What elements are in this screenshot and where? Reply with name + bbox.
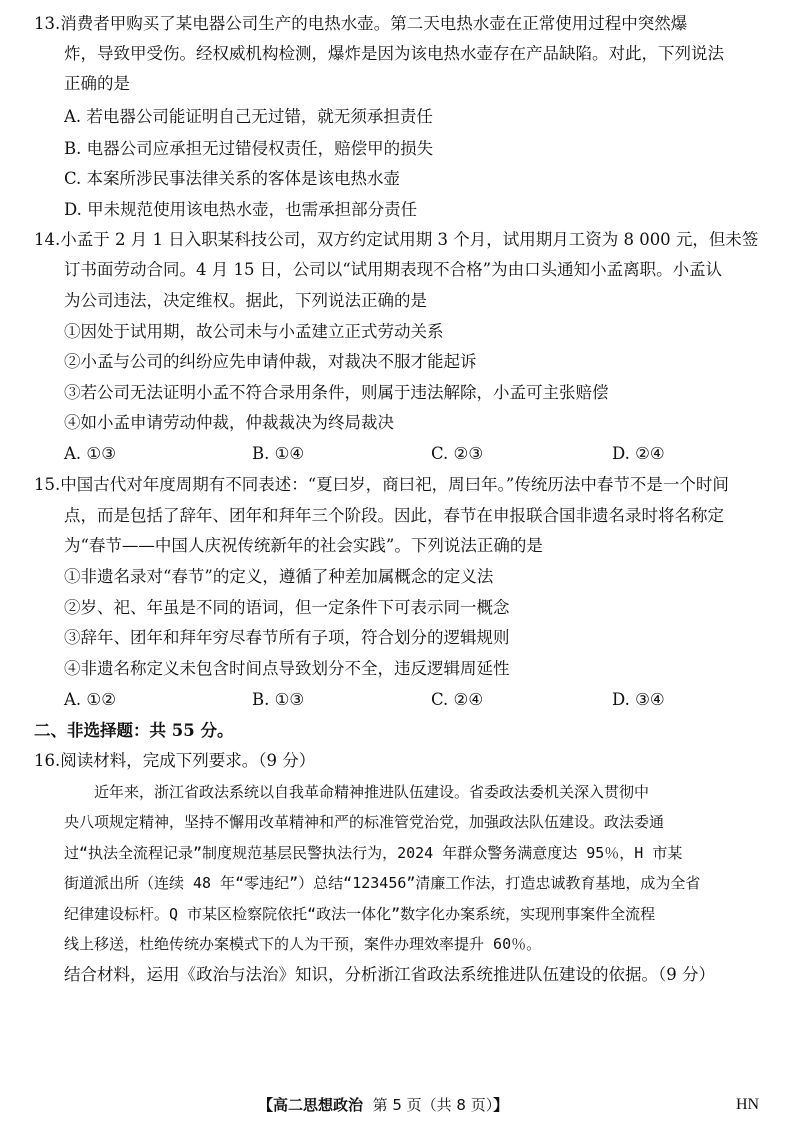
q15-stem-line-2: 点，而是包括了辞年、团年和拜年三个阶段。因此，春节在申报联合国非遗名录时将名称定 bbox=[64, 506, 724, 525]
q13-option-b: B. 电器公司应承担无过错侵权责任，赔偿甲的损失 bbox=[64, 139, 434, 158]
footer-code: HN bbox=[736, 1096, 760, 1113]
footer-page-number: 第 5 页（共 8 页） bbox=[372, 1096, 494, 1114]
q13-stem-line-1: 13.消费者甲购买了某电器公司生产的电热水壶。第二天电热水壶在正常使用过程中突然爆 bbox=[34, 14, 688, 33]
q16-material-line-4: 街道派出所（连续 48 年“零违纪”）总结“123456”清廉工作法，打造忠诚教育基地，成为全省 bbox=[64, 874, 701, 892]
q16-material-line-6: 线上移送，杜绝传统办案模式下的人为干预，案件办理效率提升 60％。 bbox=[64, 935, 542, 953]
q14-choice-d: D. ②④ bbox=[612, 444, 665, 463]
q13-option-a: A. 若电器公司能证明自己无过错，就无须承担责任 bbox=[64, 107, 433, 126]
q14-choices bbox=[64, 439, 770, 469]
q16-material-line-5: 纪律建设标杆。Q 市某区检察院依托“政法一体化”数字化办案系统，实现刑事案件全流程 bbox=[64, 905, 656, 923]
page-footer bbox=[0, 1090, 800, 1120]
q15-choice-a: A. ①② bbox=[64, 690, 116, 709]
q14-statement-1: ①因处于试用期，故公司未与小孟建立正式劳动关系 bbox=[64, 322, 444, 341]
q15-statement-1: ①非遗名录对“春节”的定义，遵循了种差加属概念的定义法 bbox=[64, 567, 494, 586]
q14-statement-4: ④如小孟申请劳动仲裁，仲裁裁决为终局裁决 bbox=[64, 413, 394, 432]
q15-stem-line-1: 15.中国古代对年度周期有不同表述：“夏曰岁，商曰祀，周曰年。”传统历法中春节不是一个时间 bbox=[34, 475, 729, 494]
footer-page-info bbox=[258, 1090, 508, 1120]
q16-task: 结合材料，运用《政治与法治》知识，分析浙江省政法系统推进队伍建设的依据。（9 分） bbox=[64, 965, 715, 984]
q14-choice-a: A. ①③ bbox=[64, 444, 116, 463]
q14-statement-2: ②小孟与公司的纠纷应先申请仲裁，对裁决不服才能起诉 bbox=[64, 352, 477, 371]
q13-option-c: C. 本案所涉民事法律关系的客体是该电热水壶 bbox=[64, 169, 401, 188]
q15-choices bbox=[64, 685, 770, 715]
footer-right-bracket: 】 bbox=[493, 1096, 509, 1114]
q14-stem-line-2: 订书面劳动合同。4 月 15 日，公司以“试用期表现不合格”为由口头通知小孟离职。小孟认 bbox=[64, 260, 723, 279]
q16-material-line-2: 央八项规定精神，坚持不懈用改革精神和严的标准管党治党，加强政法队伍建设。政法委通 bbox=[64, 813, 665, 831]
q14-choice-c: C. ②③ bbox=[431, 444, 484, 463]
q14-stem-line-1: 14.小孟于 2 月 1 日入职某科技公司，双方约定试用期 3 个月，试用期月工资为 8 000 元，但未签 bbox=[34, 230, 759, 249]
q14-statement-3: ③若公司无法证明小孟不符合录用条件，则属于违法解除，小孟可主张赔偿 bbox=[64, 383, 609, 402]
q15-statement-4: ④非遗名称定义未包含时间点导致划分不全，违反逻辑周延性 bbox=[64, 659, 510, 678]
q16-material-line-3: 过“执法全流程记录”制度规范基层民警执法行为，2024 年群众警务满意度达 95％，H 市某 bbox=[64, 844, 683, 862]
q15-choice-d: D. ③④ bbox=[612, 690, 665, 709]
footer-left-bracket: 【 bbox=[258, 1096, 274, 1114]
q14-choice-b: B. ①④ bbox=[252, 444, 305, 463]
q15-choice-b: B. ①③ bbox=[252, 690, 305, 709]
q16-prompt: 16.阅读材料，完成下列要求。（9 分） bbox=[34, 751, 316, 770]
q15-statement-3: ③辞年、团年和拜年穷尽春节所有子项，符合划分的逻辑规则 bbox=[64, 628, 510, 647]
q13-stem-line-2: 炸，导致甲受伤。经权威机构检测，爆炸是因为该电热水壶存在产品缺陷。对此，下列说法 bbox=[64, 44, 724, 63]
q15-statement-2: ②岁、祀、年虽是不同的语词，但一定条件下可表示同一概念 bbox=[64, 598, 510, 617]
section-title: 二、非选择题：共 55 分。 bbox=[34, 721, 234, 740]
footer-subject: 高二思想政治 bbox=[273, 1096, 364, 1114]
q16-material-line-1: 近年来，浙江省政法系统以自我革命精神推进队伍建设。省委政法委机关深入贯彻中 bbox=[64, 783, 650, 801]
q13-stem-line-3: 正确的是 bbox=[64, 74, 130, 93]
q15-choice-c: C. ②④ bbox=[431, 690, 484, 709]
q13-option-d: D. 甲未规范使用该电热水壶，也需承担部分责任 bbox=[64, 200, 418, 219]
q14-stem-line-3: 为公司违法，决定维权。据此，下列说法正确的是 bbox=[64, 291, 427, 310]
q15-stem-line-3: 为“春节——中国人庆祝传统新年的社会实践”。下列说法正确的是 bbox=[64, 536, 543, 555]
